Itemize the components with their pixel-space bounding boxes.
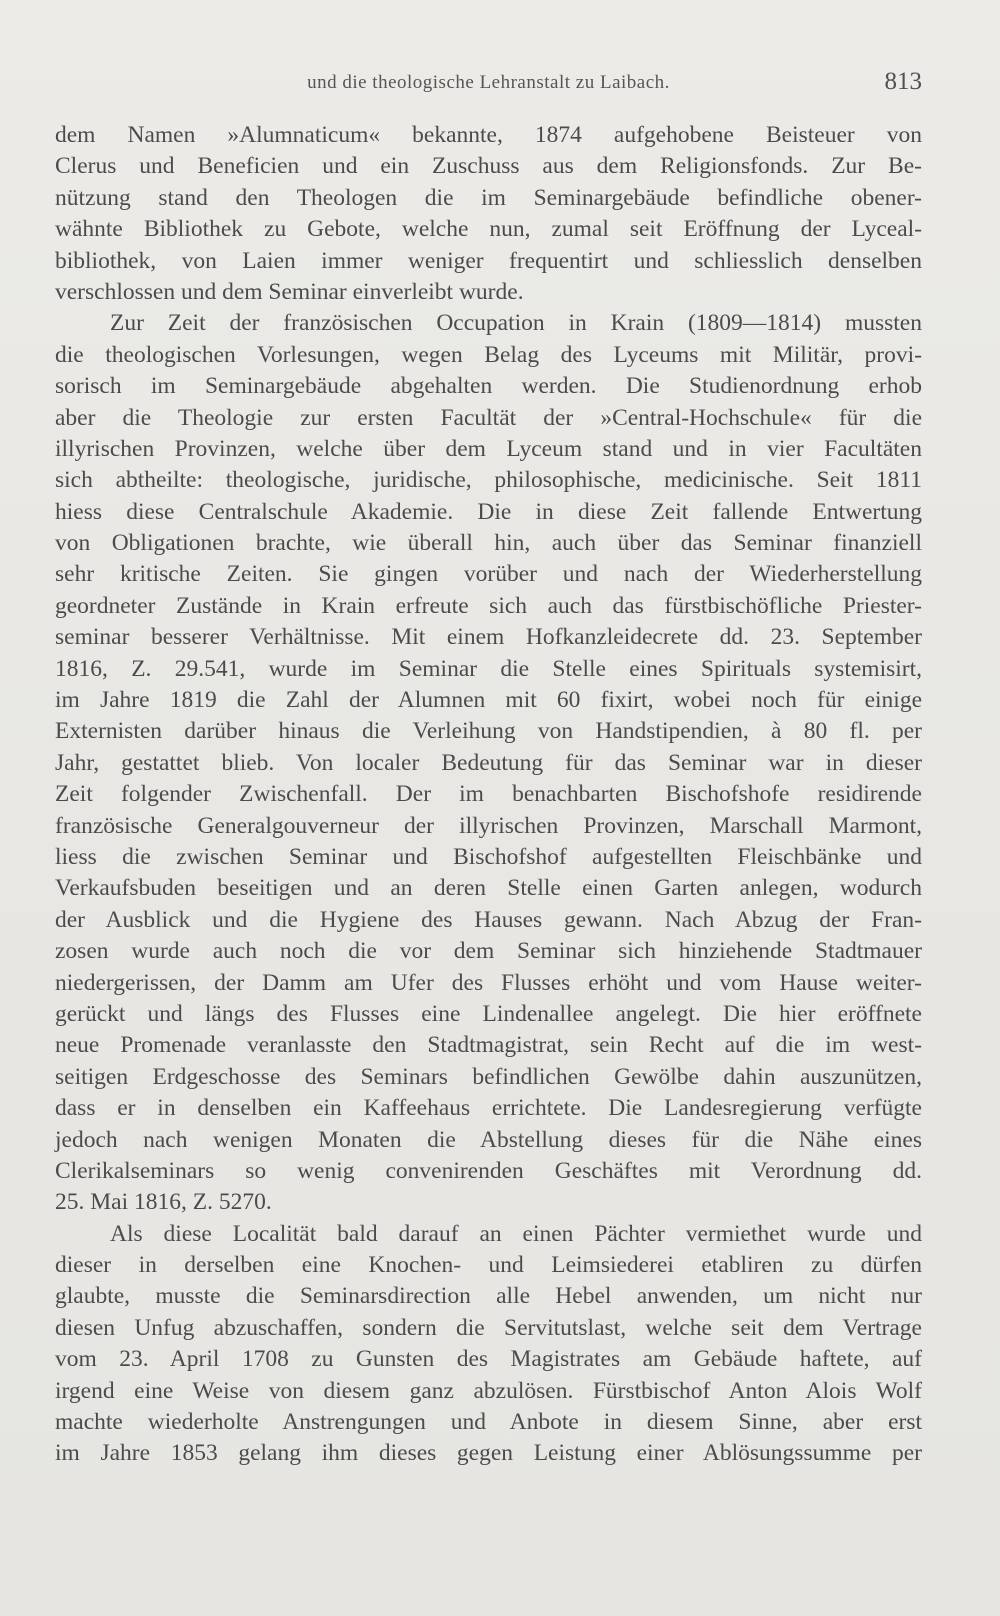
text-line: nützung stand den Theologen die im Seminargebäude befindliche obener- [55, 184, 922, 211]
text-line: illyrischen Provinzen, welche über dem Lyceum stand und in vier Facultäten [55, 435, 922, 462]
body-text [55, 120, 922, 1470]
text-line: sehr kritische Zeiten. Sie gingen vorüber und nach der Wiederherstellung [55, 561, 922, 588]
text-line: irgend eine Weise von diesem ganz abzulösen. Fürstbischof Anton Alois Wolf [55, 1377, 922, 1404]
text-line: sich abtheilte: theologische, juridische, philosophische, medicinische. Seit 1811 [55, 467, 922, 494]
text-line: aber die Theologie zur ersten Facultät der »Central-Hochschule« für die [55, 404, 922, 431]
text-line: hiess diese Centralschule Akademie. Die in diese Zeit fallende Entwertung [55, 498, 922, 525]
text-line: Zur Zeit der französischen Occupation in Krain (1809—1814) mussten [110, 310, 922, 337]
page-number: 813 [884, 68, 922, 95]
text-line: glaubte, musste die Seminarsdirection alle Hebel anwenden, um nicht nur [55, 1283, 922, 1310]
text-line: 1816, Z. 29.541, wurde im Seminar die Stelle eines Spirituals systemisirt, [55, 655, 922, 682]
text-line: gerückt und längs des Flusses eine Lindenallee angelegt. Die hier eröffnete [55, 1000, 922, 1027]
text-line: bibliothek, von Laien immer weniger frequentirt und schliesslich denselben [55, 247, 922, 274]
text-line: wähnte Bibliothek zu Gebote, welche nun, zumal seit Eröffnung der Lyceal- [55, 216, 922, 243]
text-line: im Jahre 1819 die Zahl der Alumnen mit 60 fixirt, wobei noch für einige [55, 687, 922, 714]
text-line: verschlossen und dem Seminar einverleibt wurde. [55, 278, 524, 305]
text-line: 25. Mai 1816, Z. 5270. [55, 1189, 272, 1216]
text-line: im Jahre 1853 gelang ihm dieses gegen Leistung einer Ablösungssumme per [55, 1440, 922, 1467]
text-line: Verkaufsbuden beseitigen und an deren Stelle einen Garten anlegen, wodurch [55, 875, 922, 902]
text-line: diesen Unfug abzuschaffen, sondern die Servitutslast, welche seit dem Vertrage [55, 1314, 922, 1341]
text-line: sorisch im Seminargebäude abgehalten werden. Die Studienordnung erhob [55, 373, 922, 400]
text-line: neue Promenade veranlasste den Stadtmagistrat, sein Recht auf die im west- [55, 1032, 922, 1059]
text-line: Zeit folgender Zwischenfall. Der im benachbarten Bischofshofe residirende [55, 781, 922, 808]
text-line: Als diese Localität bald darauf an einen Pächter vermiethet wurde und [110, 1220, 922, 1247]
text-line: von Obligationen brachte, wie überall hin, auch über das Seminar finanziell [55, 530, 922, 557]
text-line: jedoch nach wenigen Monaten die Abstellung dieses für die Nähe eines [55, 1126, 922, 1153]
text-line: seitigen Erdgeschosse des Seminars befindlichen Gewölbe dahin auszunützen, [55, 1063, 922, 1090]
page-header [55, 68, 922, 98]
text-line: die theologischen Vorlesungen, wegen Belag des Lyceums mit Militär, provi- [55, 341, 922, 368]
text-line: liess die zwischen Seminar und Bischofshof aufgestellten Fleischbänke und [55, 843, 922, 870]
text-line: Clerus und Beneficien und ein Zuschuss aus dem Religionsfonds. Zur Be- [55, 153, 922, 180]
text-line: Jahr, gestattet blieb. Von localer Bedeutung für das Seminar war in dieser [55, 749, 922, 776]
text-line: dem Namen »Alumnaticum« bekannte, 1874 aufgehobene Beisteuer von [55, 122, 922, 148]
text-line: der Ausblick und die Hygiene des Hauses gewann. Nach Abzug der Fran- [55, 906, 922, 933]
text-line: dieser in derselben eine Knochen- und Leimsiederei etabliren zu dürfen [55, 1252, 922, 1279]
text-line: Externisten darüber hinaus die Verleihung von Handstipendien, à 80 fl. per [55, 718, 922, 745]
text-line: dass er in denselben ein Kaffeehaus errichtete. Die Landesregierung verfügte [55, 1095, 922, 1122]
text-line: französische Generalgouverneur der illyrischen Provinzen, Marschall Marmont, [55, 812, 922, 839]
text-line: seminar besserer Verhältnisse. Mit einem Hofkanzleidecrete dd. 23. September [55, 624, 922, 651]
text-line: Clerikalseminars so wenig convenirenden Geschäftes mit Verordnung dd. [55, 1157, 922, 1184]
text-line: niedergerissen, der Damm am Ufer des Flusses erhöht und vom Hause weiter- [55, 969, 922, 996]
text-line: vom 23. April 1708 zu Gunsten des Magistrates am Gebäude haftete, auf [55, 1346, 922, 1373]
text-line: zosen wurde auch noch die vor dem Seminar sich hinziehende Stadtmauer [55, 938, 922, 965]
text-line: geordneter Zustände in Krain erfreute sich auch das fürstbischöfliche Priester- [55, 592, 922, 619]
running-title: und die theologische Lehranstalt zu Laibach. [307, 72, 670, 93]
text-line: machte wiederholte Anstrengungen und Anbote in diesem Sinne, aber erst [55, 1409, 922, 1436]
